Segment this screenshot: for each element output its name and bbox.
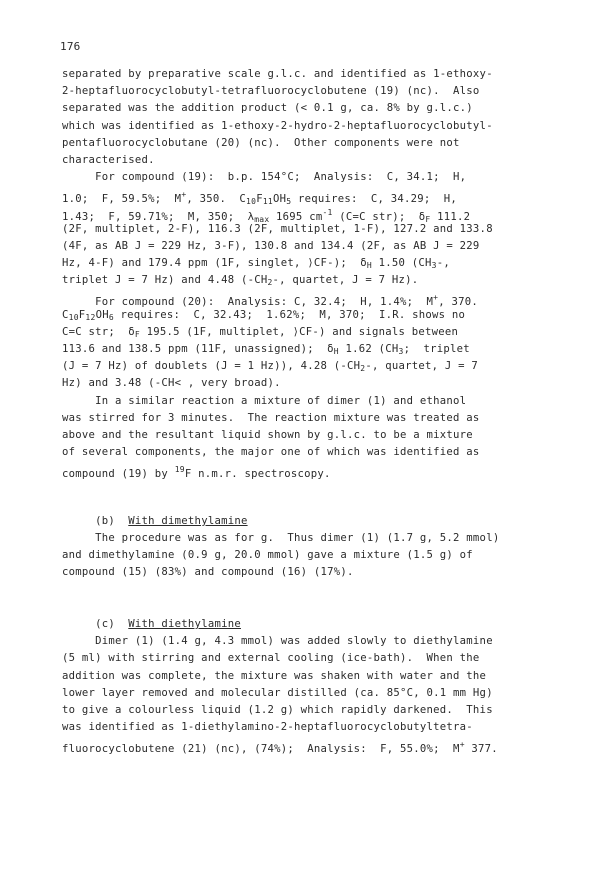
document-body	[62, 66, 552, 754]
text-line: and dimethylamine (0.9 g, 20.0 mmol) gave a mixture (1.5 g) of	[62, 549, 473, 562]
text-line: In a similar reaction a mixture of dimer (1) and ethanol	[62, 394, 467, 407]
text-line: above and the resultant liquid shown by g.l.c. to be a mixture	[62, 428, 473, 441]
text-line: of several components, the major one of which was identified as	[62, 446, 480, 459]
text-line: which was identified as 1-ethoxy-2-hydro-2-heptafluorocyclobutyl-	[62, 119, 493, 132]
text-line: addition was complete, the mixture was shaken with water and the	[62, 669, 487, 682]
text-line: The procedure was as for g. Thus dimer (1) (1.7 g, 5.2 mmol)	[62, 532, 500, 545]
text-line: 113.6 and 138.5 ppm (11F, unassigned); $\delta_H$ 1.62 ($CH_3$; triplet	[62, 343, 470, 356]
section-dimethylamine	[62, 513, 552, 582]
section-heading: (b) With dimethylamine	[62, 514, 248, 527]
text-line: compound (19) by $^{19}$F n.m.r. spectroscopy.	[62, 465, 331, 481]
text-line: compound (15) (83%) and compound (16) (17%).	[62, 566, 354, 579]
text-line: was identified as 1-diethylamino-2-heptafluorocyclobutyltetra-	[62, 721, 473, 734]
text-line: For compound (20): Analysis: C, 32.4; H, 1.4%; M+, 370.	[62, 293, 479, 309]
page-number: 176	[60, 40, 81, 53]
text-line: C=C str; $\delta_F$ 195.5 (1F, multiplet, ⟩CF-) and signals between	[62, 325, 459, 339]
text-line: (4F, as AB J = 229 Hz, 3-F), 130.8 and 134.4 (2F, as AB J = 229	[62, 239, 480, 252]
text-line: For compound (19): b.p. 154°C; Analysis: C, 34.1; H,	[62, 171, 467, 184]
text-line: 1.43; F, 59.71%; M, 350; $\lambda_{max}$ 1695 $cm^{-1}$ (C=C str); $\delta_F$ 111.2	[62, 207, 471, 224]
text-line: triplet J = 7 Hz) and 4.48 ($-CH_2-$, quartet, J = 7 Hz).	[62, 274, 419, 288]
section-title: With dimethylamine	[128, 514, 248, 527]
text-line: (5 ml) with stirring and external cooling (ice-bath). When the	[62, 652, 480, 665]
text-line: separated by preparative scale g.l.c. and identified as 1-ethoxy-	[62, 68, 493, 80]
text-line: (J = 7 Hz) of doublets (J = 1 Hz)), 4.28 ($-CH_2-$, quartet, J = 7	[62, 360, 479, 374]
text-line: Dimer (1) (1.4 g, 4.3 mmol) was added slowly to diethylamine	[62, 635, 493, 648]
paragraph-separation	[62, 66, 552, 169]
text-line: lower layer removed and molecular distilled (ca. 85°C, 0.1 mm Hg)	[62, 686, 493, 699]
text-line: pentafluorocyclobutane (20) (nc). Other components were not	[62, 136, 460, 149]
text-line: was stirred for 3 minutes. The reaction mixture was treated as	[62, 411, 480, 424]
text-line: characterised.	[62, 153, 155, 166]
paragraph-compound-19	[62, 169, 552, 289]
text-line: Hz) and 3.48 (-CH< , very broad).	[62, 377, 281, 390]
paragraph-compound-20	[62, 289, 552, 392]
text-line: Hz, 4-F) and 179.4 ppm (1F, singlet, ⟩CF-); $\delta_H$ 1.50 ($CH_3-$,	[62, 257, 450, 271]
text-line: separated was the addition product (< 0.1 g, ca. 8% by g.l.c.)	[62, 102, 473, 115]
section-heading: (c) With diethylamine	[62, 618, 241, 630]
text-line: (2F, multiplet, 2-F), 116.3 (2F, multiplet, 1-F), 127.2 and 133.8	[62, 222, 493, 235]
paragraph-similar-reaction	[62, 393, 552, 479]
text-line: 2-heptafluorocyclobutyl-tetrafluorocyclobutene (19) (nc). Also	[62, 85, 480, 98]
text-line: 1.0; F, 59.5%; M+, 350. $C_{10}F_{11}OH_5$ requires: C, 34.29; H,	[62, 190, 458, 207]
text-line: to give a colourless liquid (1.2 g) which rapidly darkened. This	[62, 703, 493, 716]
text-line: fluorocyclobutene (21) (nc), (74%); Analysis: F, 55.0%; M+ 377.	[62, 740, 498, 756]
section-title: With diethylamine	[128, 618, 241, 630]
text-line: $C_{10}F_{12}OH_6$ requires: C, 32.43; 1.62%; M, 370; I.R. shows no	[62, 308, 466, 322]
section-diethylamine	[62, 616, 552, 754]
